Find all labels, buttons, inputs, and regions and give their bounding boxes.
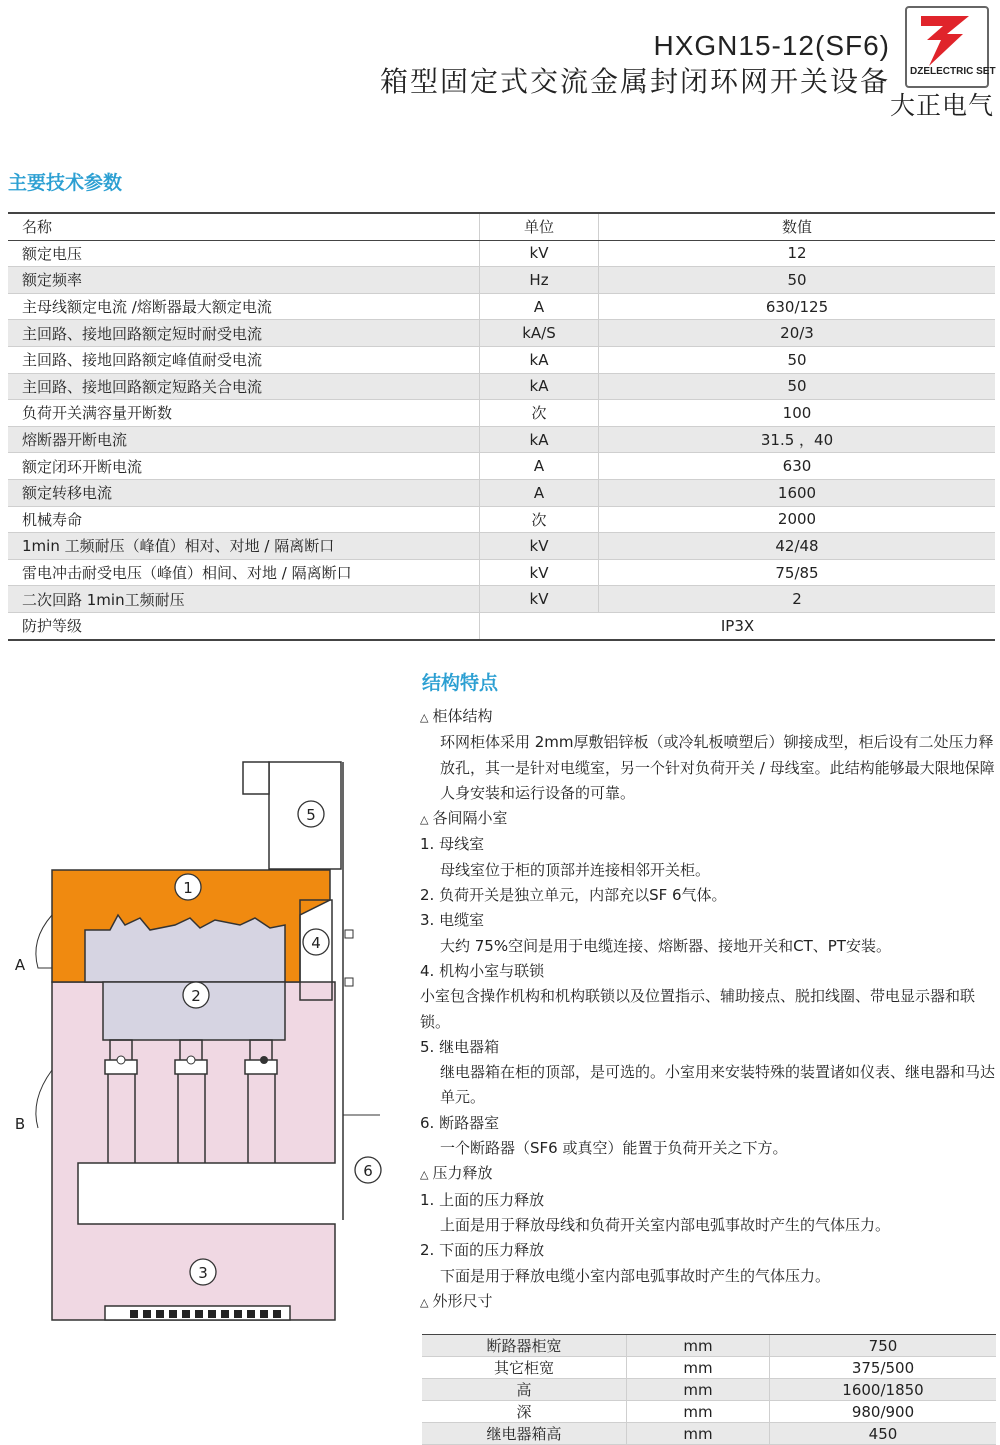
paragraph: 一个断路器（SF6 或真空）能置于负荷开关之下方。 — [440, 1139, 788, 1158]
table-row — [8, 586, 995, 613]
column-header-name: 名称 — [8, 213, 480, 240]
diagram-label-1: 1 — [183, 879, 193, 897]
paragraph: 上面是用于释放母线和负荷开关室内部电弧事故时产生的气体压力。 — [440, 1215, 891, 1234]
table-row — [422, 1423, 996, 1445]
dim-name: 深 — [422, 1401, 627, 1423]
table-row — [422, 1379, 996, 1401]
logo-text: DZELECTRIC SET — [910, 66, 996, 77]
dim-unit: mm — [627, 1357, 770, 1379]
diagram-side-label-a: A — [14, 956, 26, 974]
numbered-item: 4. 机构小室与联锁 — [420, 961, 545, 980]
table-row — [8, 506, 995, 533]
param-name: 额定频率 — [8, 267, 480, 294]
table-header-row — [8, 213, 995, 240]
numbered-item: 6. 断路器室 — [420, 1113, 500, 1132]
diagram-label-2: 2 — [191, 987, 201, 1005]
param-value: IP3X — [480, 612, 996, 639]
param-value: 50 — [599, 346, 996, 373]
param-unit: A — [480, 479, 599, 506]
diagram-side-label-b: B — [14, 1115, 26, 1133]
params-section-title: 主要技术参数 — [8, 172, 123, 194]
table-row — [422, 1401, 996, 1423]
dim-value: 750 — [770, 1335, 997, 1357]
table-row — [8, 533, 995, 560]
bullet-heading-text: 柜体结构 — [432, 707, 493, 725]
param-name: 主母线额定电流 /熔断器最大额定电流 — [8, 293, 480, 320]
param-value: 12 — [599, 240, 996, 267]
param-unit: kA — [480, 373, 599, 400]
param-name: 机械寿命 — [8, 506, 480, 533]
param-value: 75/85 — [599, 559, 996, 586]
page-title: 箱型固定式交流金属封闭环网开关设备 — [379, 65, 890, 98]
triangle-bullet-icon: △ — [420, 1168, 429, 1182]
brand-name: 大正电气 — [890, 91, 995, 120]
model-number: HXGN15-12(SF6) — [653, 30, 890, 61]
diagram-label-3: 3 — [198, 1264, 208, 1282]
param-name: 负荷开关满容量开断数 — [8, 400, 480, 427]
dim-value: 450 — [770, 1423, 997, 1445]
switchgear-cross-section-diagram — [0, 750, 400, 1330]
diagram-label-6: 6 — [363, 1162, 373, 1180]
paragraph: 母线室位于柜的顶部并连接相邻开关柜。 — [440, 860, 711, 879]
param-unit: kA/S — [480, 320, 599, 347]
numbered-item: 3. 电缆室 — [420, 911, 485, 930]
param-unit: kA — [480, 426, 599, 453]
dim-value: 1600/1850 — [770, 1379, 997, 1401]
param-value: 100 — [599, 400, 996, 427]
structure-section-title: 结构特点 — [422, 672, 499, 694]
param-unit: 次 — [480, 400, 599, 427]
table-row — [8, 559, 995, 586]
param-unit: kV — [480, 586, 599, 613]
param-value: 630 — [599, 453, 996, 480]
paragraph: 小室包含操作机构和机构联锁以及位置指示、辅助接点、脱扣线圈、带电显示器和联锁。 — [420, 987, 976, 1031]
param-unit: A — [480, 293, 599, 320]
table-row — [8, 373, 995, 400]
dim-unit: mm — [627, 1335, 770, 1357]
bullet-heading-text: 外形尺寸 — [432, 1291, 493, 1310]
lightning-bolt-icon — [907, 8, 987, 70]
table-row — [8, 426, 995, 453]
table-row — [8, 320, 995, 347]
table-row — [8, 267, 995, 294]
param-unit: kA — [480, 346, 599, 373]
param-name: 额定闭环开断电流 — [8, 453, 480, 480]
numbered-item: 2. 下面的压力释放 — [420, 1241, 545, 1260]
numbered-item: 2. 负荷开关是独立单元，内部充以SF 6气体。 — [420, 886, 727, 905]
param-name: 主回路、接地回路额定短时耐受电流 — [8, 320, 480, 347]
dim-unit: mm — [627, 1379, 770, 1401]
table-row — [422, 1335, 996, 1357]
paragraph: 继电器箱在柜的顶部，是可选的。小室用来安装特殊的装置诸如仪表、继电器和马达单元。 — [440, 1063, 996, 1107]
table-row — [8, 346, 995, 373]
table-row — [8, 453, 995, 480]
param-name: 主回路、接地回路额定峰值耐受电流 — [8, 346, 480, 373]
diagram-label-5: 5 — [306, 806, 316, 824]
param-value: 630/125 — [599, 293, 996, 320]
dim-name: 高 — [422, 1379, 627, 1401]
paragraph: 环网柜体采用 2mm厚敷铝锌板（或冷轧板喷塑后）铆接成型，柜后设有二处压力释放孔，其一是针对电缆室，另一个针对负荷开关 / 母线室。此结构能够最大限地保障人身安装和运行设备的可靠。 — [440, 733, 995, 802]
table-row — [8, 240, 995, 267]
param-unit: kV — [480, 240, 599, 267]
param-value: 2 — [599, 586, 996, 613]
numbered-item: 5. 继电器箱 — [420, 1037, 500, 1056]
param-value: 42/48 — [599, 533, 996, 560]
table-row — [8, 400, 995, 427]
structure-features-text — [420, 704, 998, 1315]
dimensions-table — [422, 1334, 996, 1445]
param-name: 主回路、接地回路额定短路关合电流 — [8, 373, 480, 400]
section-bullet-heading — [420, 704, 998, 730]
paragraph: 大约 75%空间是用于电缆连接、熔断器、接地开关和CT、PT安装。 — [440, 936, 891, 955]
param-name: 防护等级 — [8, 612, 480, 639]
param-name: 二次回路 1min工频耐压 — [8, 586, 480, 613]
table-row — [8, 612, 995, 639]
table-row — [8, 293, 995, 320]
param-value: 31.5 ，40 — [599, 426, 996, 453]
param-value: 50 — [599, 267, 996, 294]
param-value: 1600 — [599, 479, 996, 506]
table-row — [8, 479, 995, 506]
dim-name: 其它柜宽 — [422, 1357, 627, 1379]
param-name: 额定电压 — [8, 240, 480, 267]
column-header-value: 数值 — [599, 213, 996, 240]
param-value: 20/3 — [599, 320, 996, 347]
param-unit: kV — [480, 559, 599, 586]
section-bullet-heading — [420, 1161, 998, 1187]
dim-unit: mm — [627, 1423, 770, 1445]
param-unit: Hz — [480, 267, 599, 294]
param-name: 额定转移电流 — [8, 479, 480, 506]
section-bullet-heading — [420, 806, 998, 832]
triangle-bullet-icon: △ — [420, 711, 429, 724]
dim-name: 继电器箱高 — [422, 1423, 627, 1445]
dim-name: 断路器柜宽 — [422, 1335, 627, 1357]
table-row — [422, 1357, 996, 1379]
numbered-item: 1. 母线室 — [420, 835, 485, 854]
triangle-bullet-icon: △ — [420, 813, 429, 827]
param-unit: kV — [480, 533, 599, 560]
param-unit: A — [480, 453, 599, 480]
bullet-heading-text: 压力释放 — [432, 1164, 493, 1183]
param-name: 1min 工频耐压（峰值）相对、对地 / 隔离断口 — [8, 533, 480, 560]
param-unit: 次 — [480, 506, 599, 533]
dim-value: 375/500 — [770, 1357, 997, 1379]
param-name: 雷电冲击耐受电压（峰值）相间、对地 / 隔离断口 — [8, 559, 480, 586]
column-header-unit: 单位 — [480, 213, 599, 240]
bullet-heading-text: 各间隔小室 — [432, 809, 508, 828]
params-table — [8, 212, 995, 641]
paragraph: 下面是用于释放电缆小室内部电弧事故时产生的气体压力。 — [440, 1266, 831, 1285]
param-name: 熔断器开断电流 — [8, 426, 480, 453]
dim-unit: mm — [627, 1401, 770, 1423]
diagram-label-4: 4 — [311, 934, 321, 952]
param-value: 50 — [599, 373, 996, 400]
numbered-item: 1. 上面的压力释放 — [420, 1190, 545, 1209]
dim-value: 980/900 — [770, 1401, 997, 1423]
triangle-bullet-icon: △ — [420, 1295, 429, 1309]
section-bullet-heading — [420, 1289, 998, 1315]
param-value: 2000 — [599, 506, 996, 533]
